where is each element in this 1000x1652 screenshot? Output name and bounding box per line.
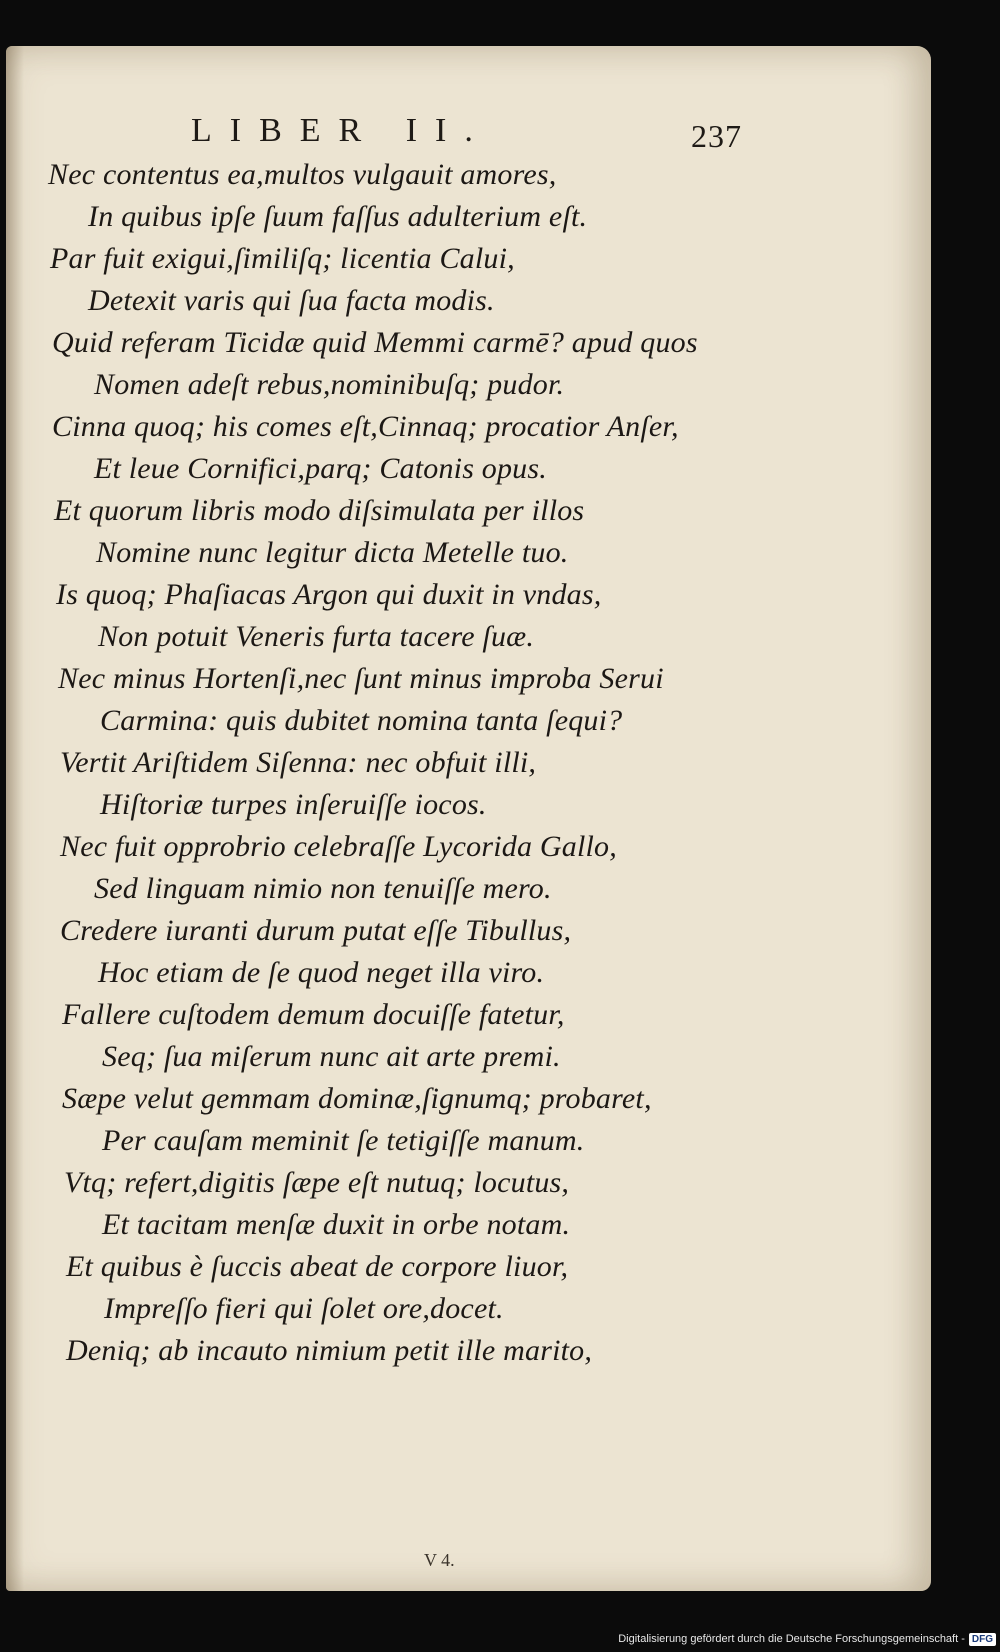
verse-line: Impreſſo fieri qui ſolet ore,docet. <box>104 1292 504 1325</box>
credit-text: Digitalisierung gefördert durch die Deutsche Forschungsgemeinschaft - <box>618 1633 965 1645</box>
verse-line: Vertit Ariſtidem Siſenna: nec obfuit illi, <box>60 746 537 779</box>
verse-line: Par fuit exigui,ſimiliſq; licentia Calui, <box>50 242 515 275</box>
verse-line: Nec fuit opprobrio celebraſſe Lycorida Gallo, <box>60 830 617 863</box>
verse-line: Credere iuranti durum putat eſſe Tibullus, <box>60 914 572 947</box>
running-head: LIBER II. <box>191 112 491 149</box>
verse-line: Detexit varis qui ſua facta modis. <box>88 284 495 317</box>
verse-line: In quibus ipſe ſuum faſſus adulterium eſt. <box>88 200 588 233</box>
verse-line: Hiſtoriæ turpes inſeruiſſe iocos. <box>100 788 487 821</box>
verse-line: Per cauſam meminit ſe tetigiſſe manum. <box>102 1124 585 1157</box>
verse-line: Nec minus Hortenſi,nec ſunt minus improba Serui <box>58 662 664 695</box>
verse-line: Et quibus è ſuccis abeat de corpore liuor, <box>66 1250 569 1283</box>
verse-line: Seq; ſua miſerum nunc ait arte premi. <box>102 1040 561 1073</box>
verse-line: Quid referam Ticidæ quid Memmi carmē? apud quos <box>52 326 698 359</box>
verse-line: Deniq; ab incauto nimium petit ille marito, <box>66 1334 593 1367</box>
book-page <box>6 46 931 1591</box>
verse-line: Vtq; refert,digitis ſæpe eſt nutuq; locutus, <box>64 1166 570 1199</box>
verse-line: Sæpe velut gemmam dominæ,ſignumq; probaret, <box>62 1082 652 1115</box>
verse-line: Hoc etiam de ſe quod neget illa viro. <box>98 956 545 989</box>
verse-line: Is quoq; Phaſiacas Argon qui duxit in vndas, <box>56 578 602 611</box>
signature-mark: V 4. <box>424 1550 455 1570</box>
verse-line: Nec contentus ea,multos vulgauit amores, <box>48 158 557 191</box>
verse-line: Cinna quoq; his comes eſt,Cinnaq; procatior Anſer, <box>52 410 679 443</box>
verse-line: Non potuit Veneris furta tacere ſuæ. <box>98 620 535 653</box>
verse-line: Nomen adeſt rebus,nominibuſq; pudor. <box>94 368 565 401</box>
verse-line: Et tacitam menſæ duxit in orbe notam. <box>102 1208 571 1241</box>
page-number: 237 <box>691 118 742 154</box>
digitization-credit <box>618 1630 996 1648</box>
spine-shadow <box>6 46 24 1591</box>
verse-line: Nomine nunc legitur dicta Metelle tuo. <box>96 536 569 569</box>
verse-line: Et quorum libris modo diſsimulata per illos <box>54 494 585 527</box>
verse-line: Sed linguam nimio non tenuiſſe mero. <box>94 872 552 905</box>
verse-line: Fallere cuſtodem demum docuiſſe fatetur, <box>62 998 565 1031</box>
verse-line: Et leue Cornifici,parq; Catonis opus. <box>94 452 547 485</box>
verse-line: Carmina: quis dubitet nomina tanta ſequi? <box>100 704 623 737</box>
dfg-logo-icon: DFG <box>969 1633 996 1646</box>
